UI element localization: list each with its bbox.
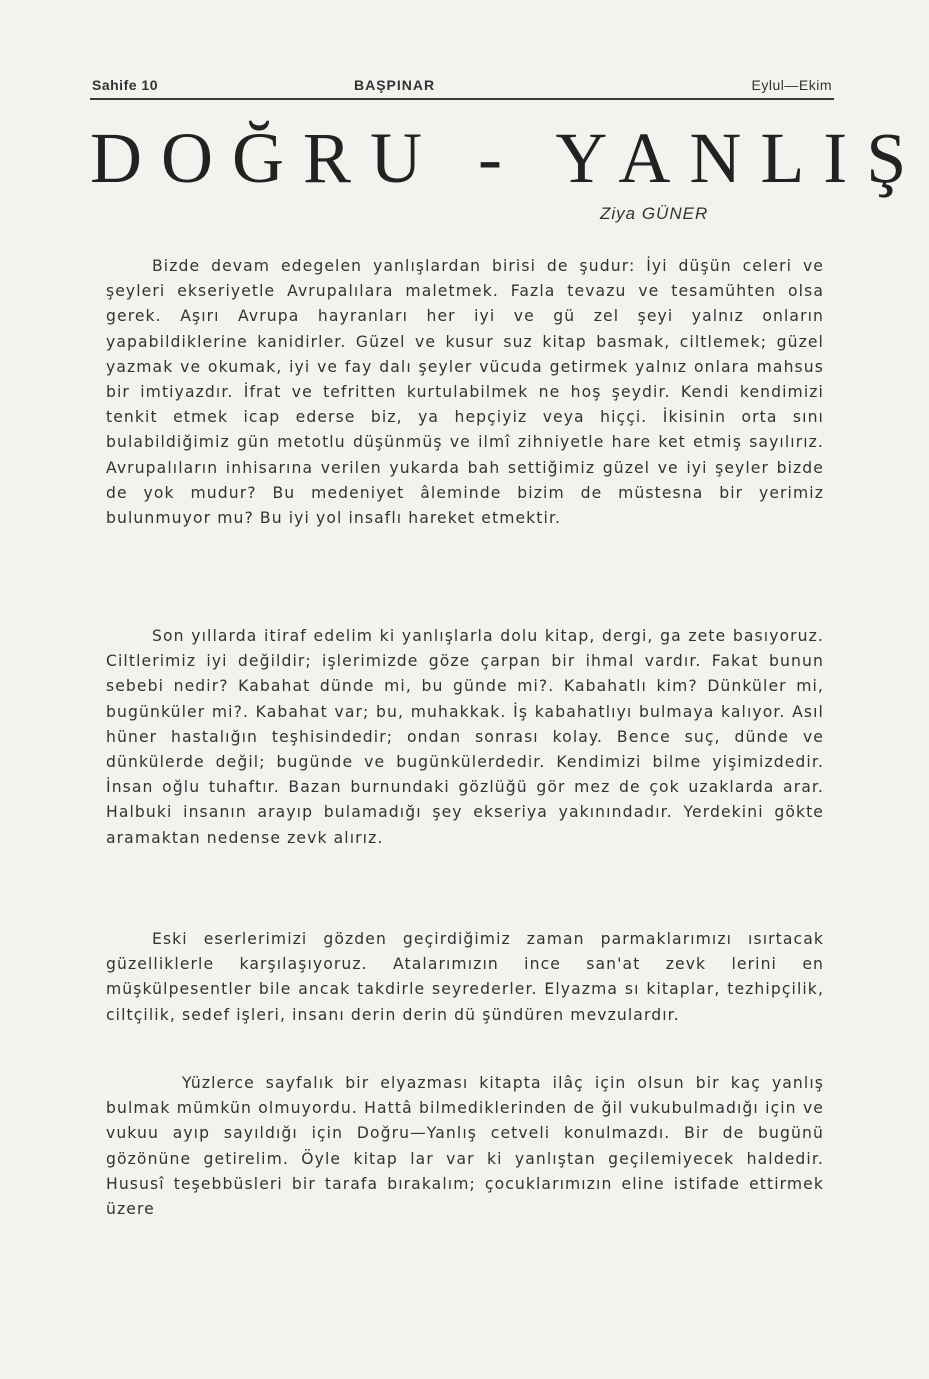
article-title: DOĞRU - YANLIŞ <box>90 118 926 198</box>
article-paragraph-3: Eski eserlerimizi gözden geçirdiğimiz zaman parmaklarımızı ısırtacak güzelliklerle karşılaşıyoruz. Atalarımızın ince san'at zevk lerini en müşkülpesentler bile ancak takdirle seyrederler. Elyazma sı kitaplar, tezhipçilik, ciltçilik, sedef işleri, insanı derin derin dü şündüren mevzulardır. <box>106 930 824 1024</box>
issue-date: Eylul—Ekim <box>751 77 832 93</box>
page-number: Sahife 10 <box>92 77 158 93</box>
article-paragraph-4: Yüzlerce sayfalık bir elyazması kitapta ilâç için olsun bir kaç yanlış bulmak mümkün olmuyordu. Hattâ bilmediklerinden de ğil vukubulmadığı için ve vukuu ayıp sayıldığı için Doğru—Yanlış cetveli konulmazdı. Bir de bugünü gözönüne getirelim. Öyle kitap lar var ki yanlıştan geçilemiyecek haldedir. Hususî teşebbüsleri bir tarafa bırakalım; çocuklarımızın eline istifade ettirmek üzere <box>106 1074 824 1219</box>
page-header <box>92 74 832 100</box>
header-rule <box>90 98 834 100</box>
article-paragraph-2: Son yıllarda itiraf edelim ki yanlışlarla dolu kitap, dergi, ga zete basıyoruz. Ciltlerimiz iyi değildir; işlerimizde göze çarpan bir ihmal vardır. Fakat bunun sebebi nedir? Kabahat dünde mi, bu günde mi?. Kabahatlı kim? Dünküler mi, bugünküler mi?. Kabahat var; bu, muhakkak. İş kabahatlıyı bulmaya kalıyor. Asıl hüner hastalığın teşhisindedir; ondan sonrası kolay. Bence suç, dünde ve dünkülerde değil; bugünde ve bugünkülerdedir. Kendimizi bilme yişimizdedir. İnsan oğlu tuhaftır. Bazan burnundaki gözlüğü gör mez de çok uzaklarda arar. Halbuki insanın arayıp bulamadığı şey ekseriya yakınındadır. Yerdekini gökte aramaktan nedense zevk alırız. <box>106 627 824 847</box>
article-author: Ziya GÜNER <box>600 204 709 223</box>
article-paragraph-1: Bizde devam edegelen yanlışlardan birisi de şudur: İyi düşün celeri ve şeyleri ekseriyetle Avrupalılara maletmek. Fazla tevazu ve tesamühten olsa gerek. Aşırı Avrupa hayranları her iyi ve gü zel şeyi yalnız onların yapabildiklerine kanidirler. Güzel ve kusur suz kitap basmak, ciltlemek; güzel yazmak ve okumak, iyi ve fay dalı şeyler vücuda getirmek yalnız onlara mahsus bir imtiyazdır. İfrat ve tefritten kurtulabilmek ne hoş şeydir. Kendi kendimizi tenkit etmek icap ederse biz, ya hepçiyiz veya hiççi. İkisinin orta sını bulabildiğimiz gün metotlu düşünmüş ve ilmî zihniyetle hare ket etmiş sayılırız. Avrupalıların inhisarına verilen yukarda bah settiğimiz güzel ve iyi şeyler bizde de yok mudur? Bu medeniyet âleminde bizim de müstesna bir yerimiz bulunmuyor mu? Bu iyi yol insaflı hareket etmektir. <box>106 257 824 528</box>
magazine-name: BAŞPINAR <box>354 77 436 93</box>
